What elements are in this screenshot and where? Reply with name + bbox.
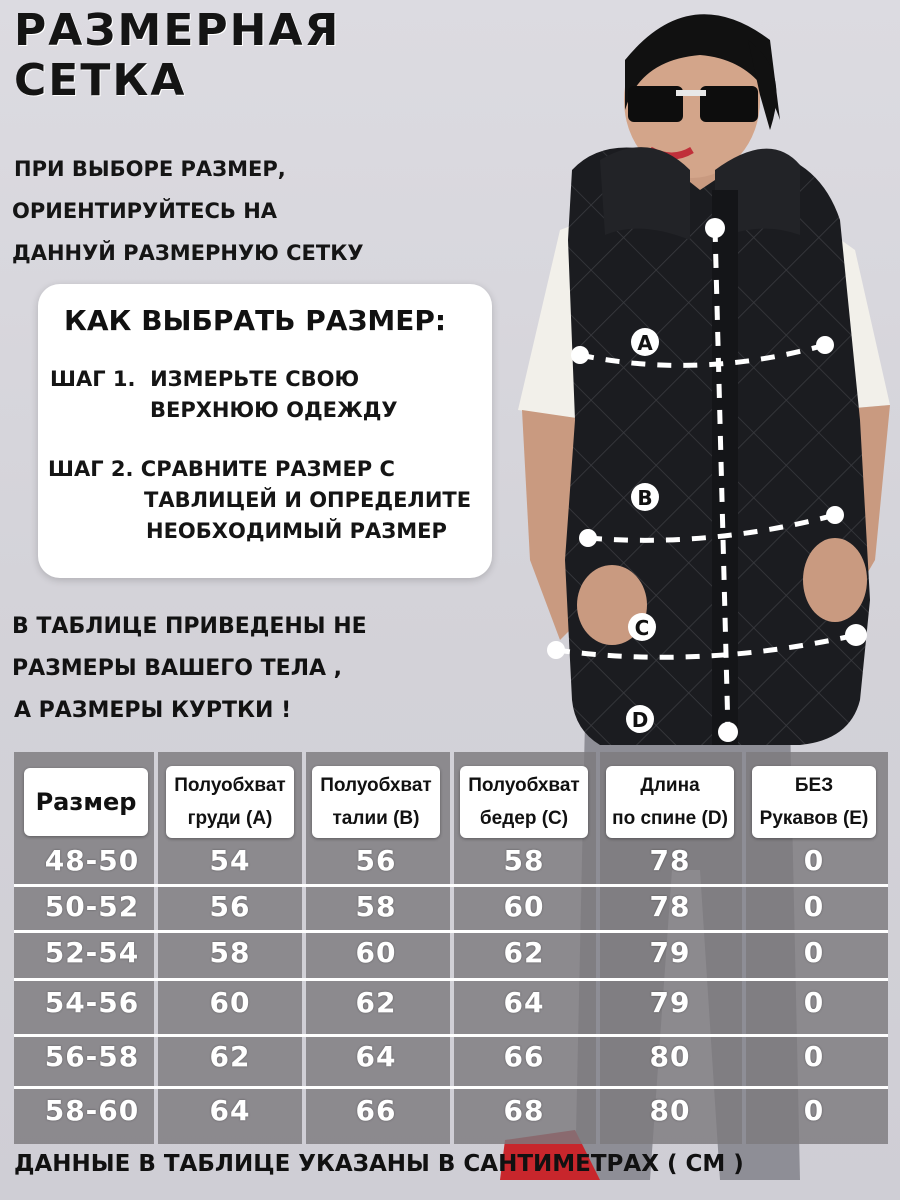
- cell-length: 80: [649, 1040, 691, 1073]
- page-title: [14, 6, 434, 106]
- header-sleeves-line-2: Рукавов (Е): [759, 808, 869, 829]
- how-to-choose-title: КАК ВЫБРАТЬ РАЗМЕР:: [64, 304, 447, 337]
- cell-sleeves: 0: [803, 1094, 825, 1127]
- cell-size: 56-58: [44, 1040, 140, 1073]
- cell-sleeves: 0: [803, 844, 825, 877]
- cell-waist: 64: [355, 1040, 397, 1073]
- row-divider: [14, 1034, 888, 1037]
- cell-sleeves: 0: [803, 1040, 825, 1073]
- marker-d: [626, 705, 654, 733]
- header-hips: [460, 766, 588, 838]
- header-length-line-1: Длина: [640, 775, 700, 796]
- marker-a-label: A: [637, 331, 653, 355]
- header-chest-line-1: Полуобхват: [174, 775, 286, 796]
- cell-hips: 60: [503, 890, 545, 923]
- step-2-line-1: ШАГ 2. СРАВНИТЕ РАЗМЕР С: [48, 457, 395, 481]
- row-divider: [14, 978, 888, 981]
- intro-line-1: ПРИ ВЫБОРЕ РАЗМЕР,: [14, 157, 286, 181]
- header-chest-line-2: груди (А): [187, 808, 273, 829]
- header-hips-line-2: бедер (С): [479, 808, 569, 829]
- cell-chest: 54: [209, 844, 251, 877]
- cell-size: 50-52: [44, 890, 140, 923]
- marker-b-label: B: [637, 486, 653, 510]
- title-line-2: СЕТКА: [14, 55, 187, 106]
- marker-c-label: C: [634, 616, 650, 640]
- header-size-label: Размер: [35, 788, 137, 816]
- cell-length: 78: [649, 844, 691, 877]
- cell-hips: 58: [503, 844, 545, 877]
- cell-length: 79: [649, 936, 691, 969]
- cell-size: 54-56: [44, 986, 140, 1019]
- cell-chest: 56: [209, 890, 251, 923]
- row-divider: [14, 930, 888, 933]
- cell-waist: 58: [355, 890, 397, 923]
- marker-d-label: D: [631, 708, 649, 732]
- cell-size: 48-50: [44, 844, 140, 877]
- cell-size: 52-54: [44, 936, 140, 969]
- intro-line-3: ДАННУЙ РАЗМЕРНУЮ СЕТКУ: [12, 241, 364, 265]
- step-1-line-2: ВЕРХНЮЮ ОДЕЖДУ: [150, 398, 398, 422]
- header-length: [606, 766, 734, 838]
- cell-size: 58-60: [44, 1094, 140, 1127]
- step-2: [48, 454, 471, 547]
- row-divider: [14, 884, 888, 887]
- step-1-line-1: ШАГ 1. ИЗМЕРЬТЕ СВОЮ: [50, 367, 360, 391]
- marker-c: [628, 613, 656, 641]
- cell-hips: 62: [503, 936, 545, 969]
- cell-length: 78: [649, 890, 691, 923]
- title-line-1: РАЗМЕРНАЯ: [14, 5, 341, 56]
- cell-hips: 64: [503, 986, 545, 1019]
- header-sleeves: [752, 766, 876, 838]
- cell-chest: 60: [209, 986, 251, 1019]
- note-line-2: РАЗМЕРЫ ВАШЕГО ТЕЛА ,: [12, 656, 343, 681]
- header-hips-line-1: Полуобхват: [468, 775, 580, 796]
- header-waist: [312, 766, 440, 838]
- cell-hips: 68: [503, 1094, 545, 1127]
- cell-sleeves: 0: [803, 890, 825, 923]
- size-table: [14, 752, 888, 1144]
- cell-chest: 58: [209, 936, 251, 969]
- cell-waist: 60: [355, 936, 397, 969]
- intro-text: [12, 148, 392, 274]
- header-waist-line-1: Полуобхват: [320, 775, 432, 796]
- table-note: [12, 606, 432, 732]
- row-divider: [14, 1086, 888, 1089]
- cell-chest: 64: [209, 1094, 251, 1127]
- cell-waist: 56: [355, 844, 397, 877]
- note-line-3: А РАЗМЕРЫ КУРТКИ !: [14, 698, 292, 723]
- cell-length: 79: [649, 986, 691, 1019]
- cell-waist: 62: [355, 986, 397, 1019]
- header-size: [24, 768, 148, 836]
- step-2-line-2: ТАВЛИЦЕЙ И ОПРЕДЕЛИТЕ: [144, 488, 472, 512]
- cell-sleeves: 0: [803, 986, 825, 1019]
- header-chest: [166, 766, 294, 838]
- cell-length: 80: [649, 1094, 691, 1127]
- note-line-1: В ТАБЛИЦЕ ПРИВЕДЕНЫ НЕ: [12, 614, 367, 639]
- header-sleeves-line-1: БЕЗ: [794, 775, 834, 796]
- cell-hips: 66: [503, 1040, 545, 1073]
- intro-line-2: ОРИЕНТИРУЙТЕСЬ НА: [12, 199, 278, 223]
- how-to-choose-card: [38, 284, 492, 578]
- step-2-line-3: НЕОБХОДИМЫЙ РАЗМЕР: [146, 519, 447, 543]
- cell-sleeves: 0: [803, 936, 825, 969]
- step-1: [50, 364, 398, 426]
- marker-b: [631, 483, 659, 511]
- cell-waist: 66: [355, 1094, 397, 1127]
- units-footer: ДАННЫЕ В ТАБЛИЦЕ УКАЗАНЫ В САНТИМЕТРАХ ( СМ ): [14, 1151, 744, 1177]
- header-length-line-2: по спине (D): [612, 808, 728, 829]
- header-waist-line-2: талии (В): [332, 808, 420, 829]
- cell-chest: 62: [209, 1040, 251, 1073]
- marker-a: [631, 328, 659, 356]
